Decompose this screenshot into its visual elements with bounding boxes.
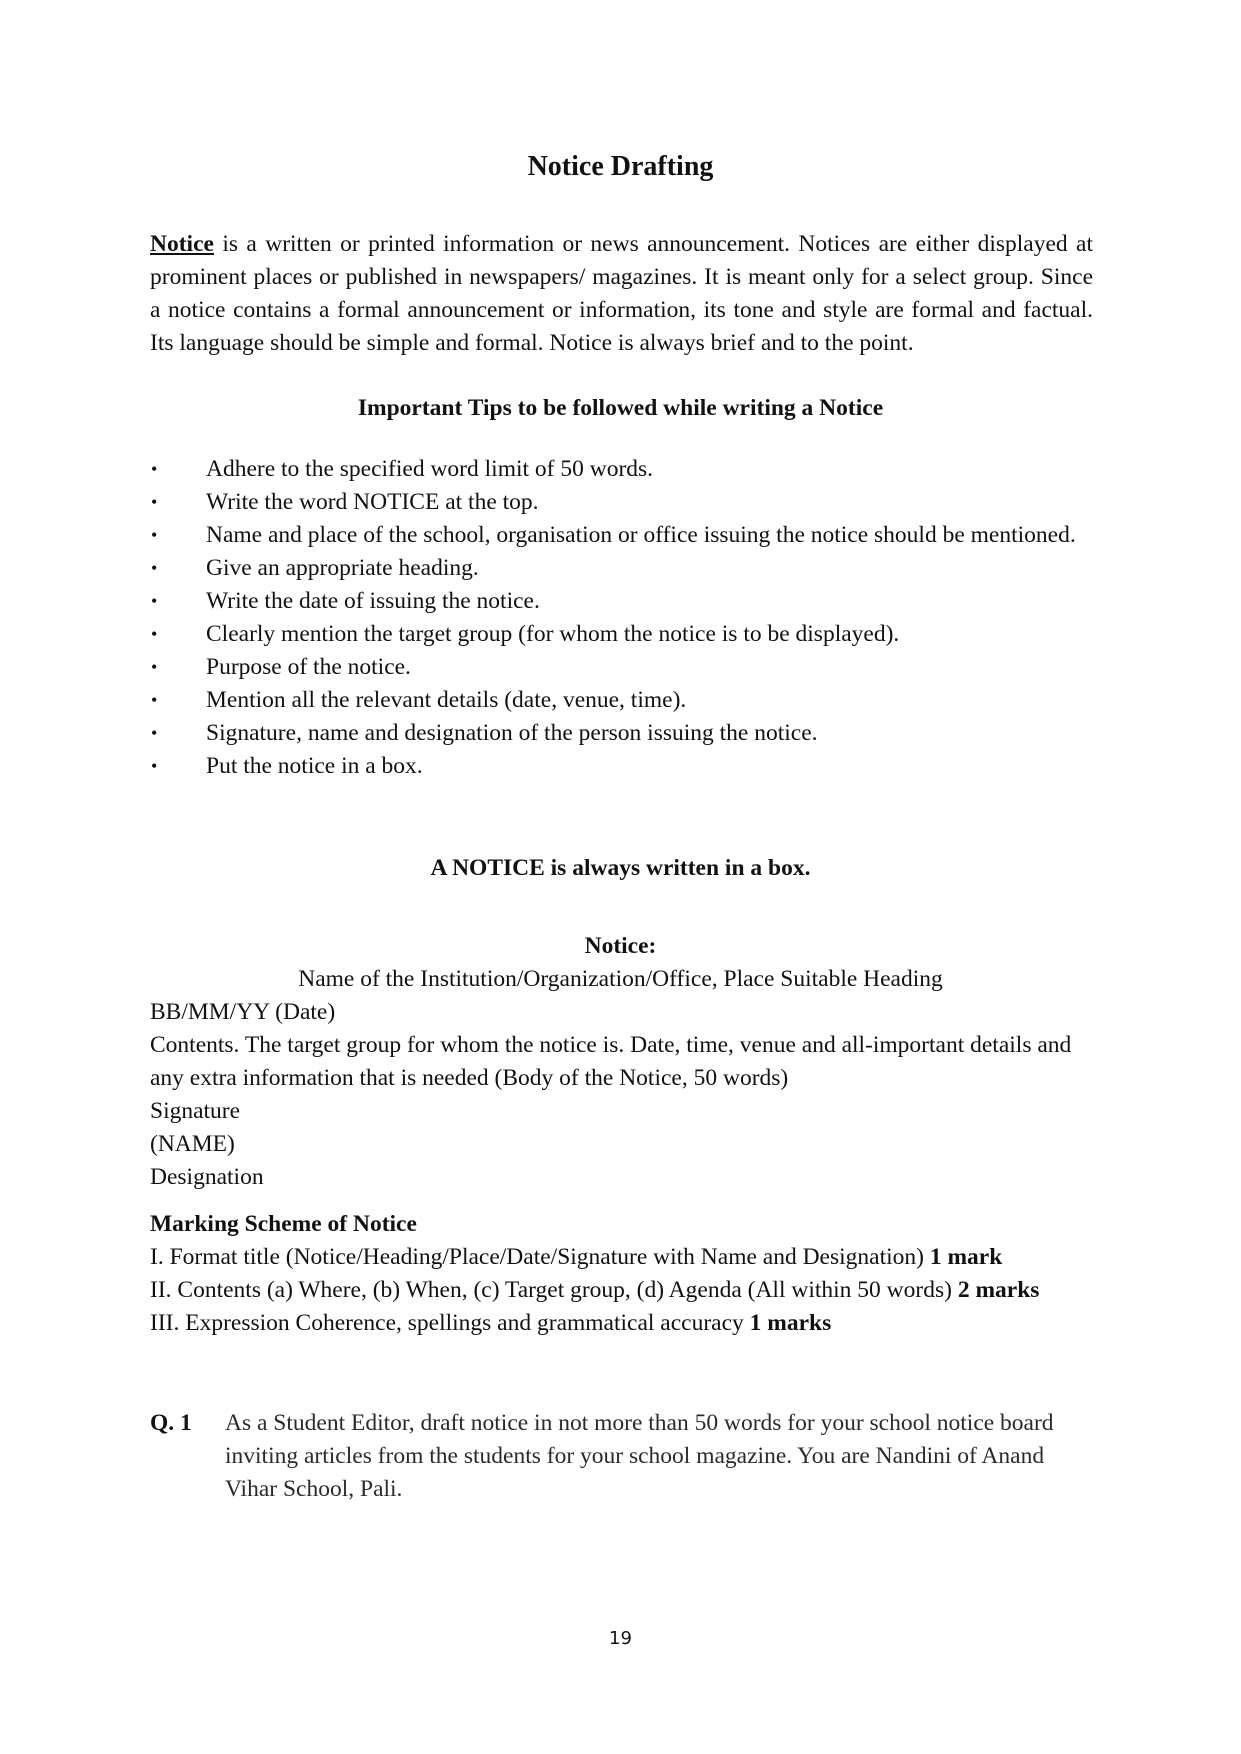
bullet-icon: • [151,657,158,677]
list-item [150,684,1093,717]
marking-item [150,1307,1093,1340]
bullet-icon: • [151,756,158,776]
list-item [150,519,1093,552]
tip-text: Write the date of issuing the notice. [206,588,540,614]
list-item [150,750,1093,783]
list-item [150,717,1093,750]
marking-item-marks: 1 marks [749,1310,832,1336]
tip-text: Clearly mention the target group (for whom the notice is to be displayed). [206,621,900,647]
box-note-heading: A NOTICE is always written in a box. [430,855,811,881]
marking-item-text: III. Expression Coherence, spellings and grammatical accuracy [150,1310,750,1336]
tip-text: Name and place of the school, organisation or office issuing the notice should be mentioned. [206,522,1076,548]
format-name: (NAME) [150,1131,235,1157]
bullet-icon: • [151,459,158,479]
format-signature: Signature [150,1098,241,1124]
marking-scheme [150,1208,1093,1340]
tips-list [150,453,1093,783]
bullet-icon: • [151,690,158,710]
format-date-line: BB/MM/YY (Date) [150,999,336,1025]
tip-text: Give an appropriate heading. [206,555,479,581]
list-item [150,486,1093,519]
tip-text: Adhere to the specified word limit of 50 words. [206,456,654,482]
tip-text: Write the word NOTICE at the top. [206,489,539,515]
format-notice-heading: Notice: [584,933,657,959]
bullet-icon: • [151,558,158,578]
tip-text: Purpose of the notice. [206,654,411,680]
bullet-icon: • [151,624,158,644]
tip-text: Signature, name and designation of the person issuing the notice. [206,720,818,746]
format-contents-line: Contents. The target group for whom the notice is. Date, time, venue and all-important details and any extra information that is needed (Body of the Notice, 50 words) [150,1032,1072,1091]
marking-item-marks: 1 mark [929,1244,1003,1270]
question-number: Q. 1 [150,1410,192,1436]
list-item [150,585,1093,618]
format-body [150,996,1093,1194]
question-text: As a Student Editor, draft notice in not more than 50 words for your school notice board inviting articles from the students for your school magazine. You are Nandini of Anand Vihar School, Pali. [225,1410,1054,1502]
page-number: 19 [609,1628,632,1649]
list-item [150,453,1093,486]
page-title: Notice Drafting [527,151,714,182]
marking-item [150,1274,1093,1307]
format-designation: Designation [150,1164,264,1190]
tip-text: Mention all the relevant details (date, venue, time). [206,687,687,713]
format-institution-line: Name of the Institution/Organization/Office, Place Suitable Heading [298,966,943,992]
bullet-icon: • [151,723,158,743]
list-item [150,552,1093,585]
question-block [150,1407,1093,1506]
list-item [150,618,1093,651]
marking-scheme-heading: Marking Scheme of Notice [150,1211,417,1237]
list-item [150,651,1093,684]
bullet-icon: • [151,492,158,512]
intro-paragraph [150,228,1093,360]
marking-item-marks: 2 marks [957,1277,1040,1303]
bullet-icon: • [151,525,158,545]
marking-item-text: II. Contents (a) Where, (b) When, (c) Target group, (d) Agenda (All within 50 words) [150,1277,958,1303]
tip-text: Put the notice in a box. [206,753,423,779]
intro-text: is a written or printed information or news announcement. Notices are either displayed at prominent places or published in newspapers/ magazines. It is meant only for a select group. Since a notice contains a formal announcement or information, its tone and style are formal and factual. Its language should be simple and formal. Notice is always brief and to the point. [150,231,1093,356]
marking-item-text: I. Format title (Notice/Heading/Place/Date/Signature with Name and Designation) [150,1244,930,1270]
bullet-icon: • [151,591,158,611]
notice-term: Notice [150,231,214,257]
marking-item [150,1241,1093,1274]
tips-heading: Important Tips to be followed while writing a Notice [357,395,884,421]
